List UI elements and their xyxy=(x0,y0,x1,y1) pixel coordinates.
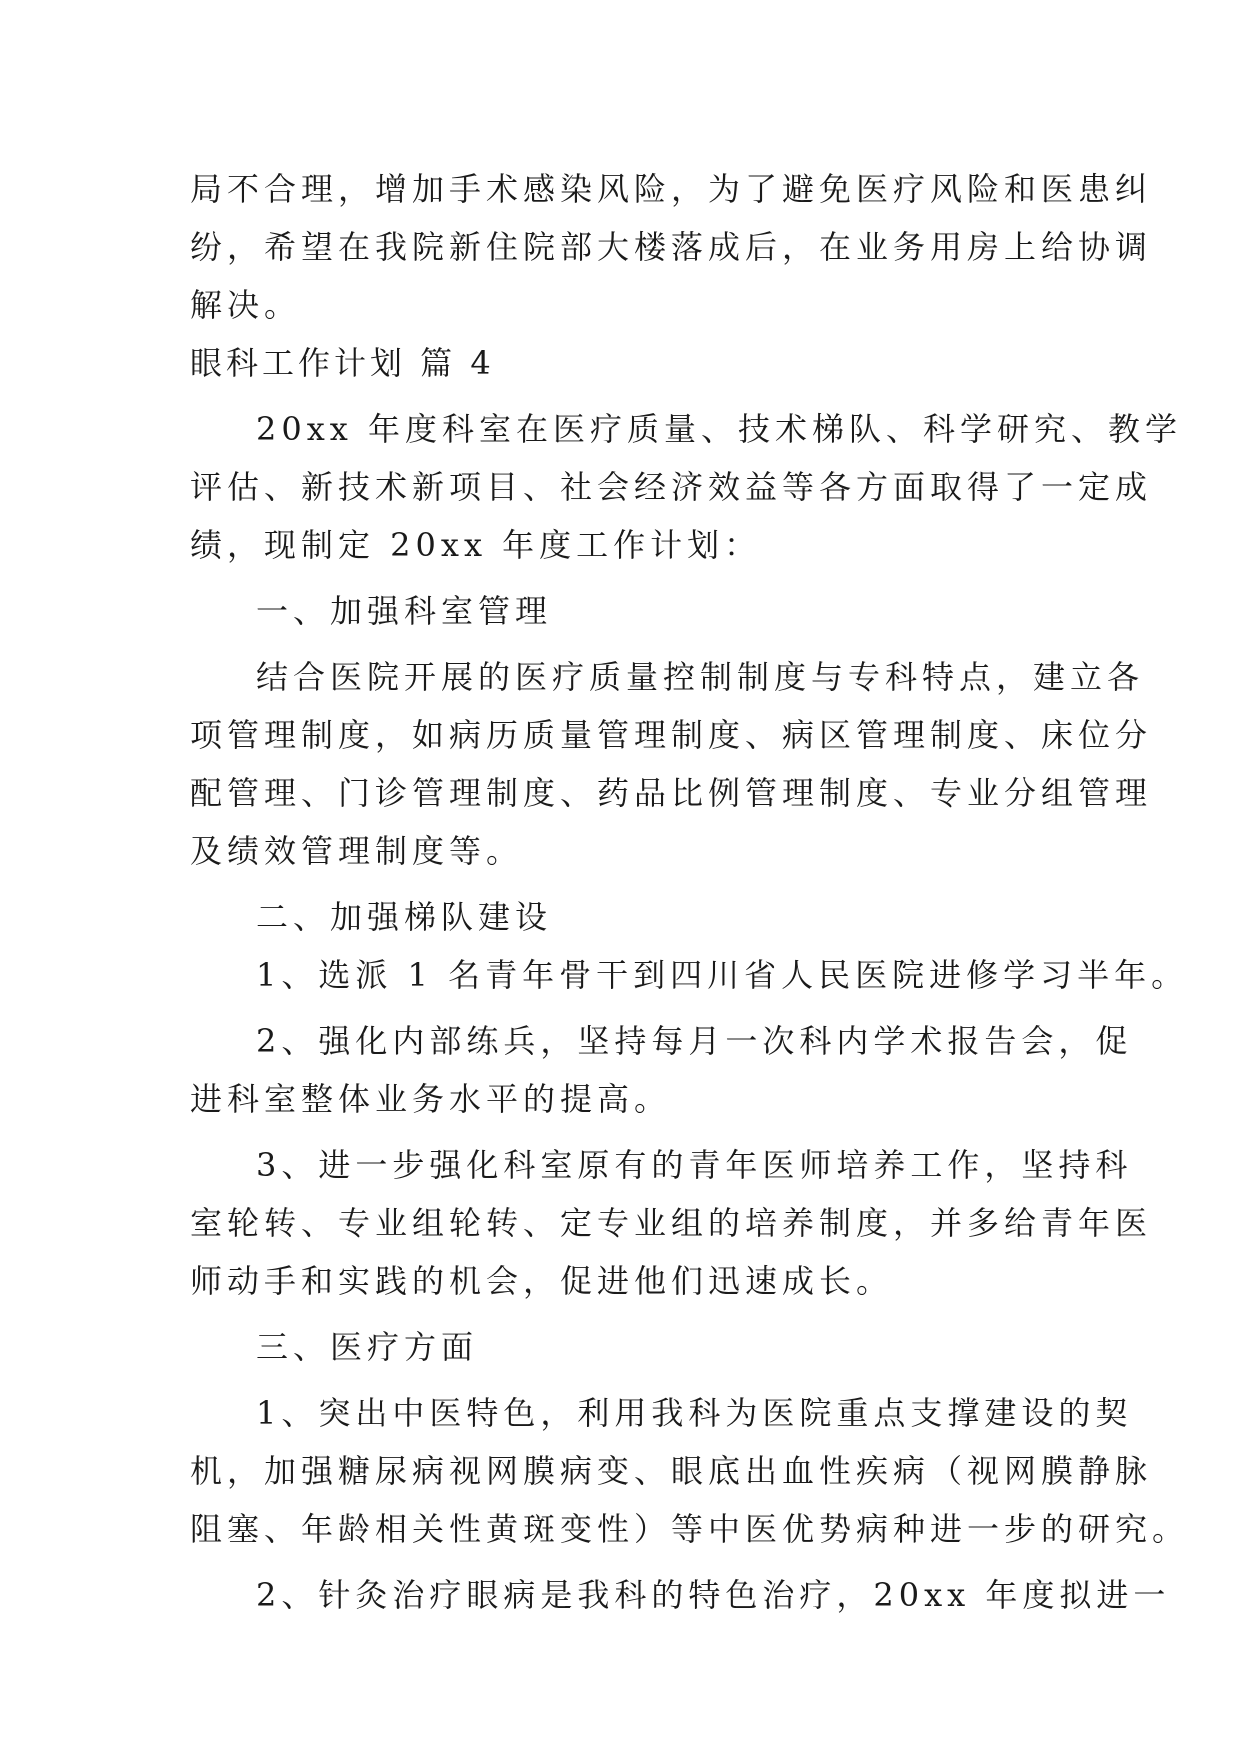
section-title: 眼科工作计划 篇 4 xyxy=(190,344,495,382)
body-line: 2、针灸治疗眼病是我科的特色治疗，20xx 年度拟进一 xyxy=(256,1576,1171,1614)
body-line: 配管理、门诊管理制度、药品比例管理制度、专业分组管理 xyxy=(190,774,1153,812)
subheading-1: 一、加强科室管理 xyxy=(256,592,553,630)
body-line: 师动手和实践的机会，促进他们迅速成长。 xyxy=(190,1262,894,1300)
body-line: 解决。 xyxy=(190,286,302,324)
body-line: 局不合理，增加手术感染风险，为了避免医疗风险和医患纠 xyxy=(190,170,1153,208)
body-line: 绩，现制定 20xx 年度工作计划： xyxy=(190,526,762,564)
body-line: 1、选派 1 名青年骨干到四川省人民医院进修学习半年。 xyxy=(256,956,1189,994)
body-line: 2、强化内部练兵，坚持每月一次科内学术报告会，促 xyxy=(256,1022,1133,1060)
body-line: 及绩效管理制度等。 xyxy=(190,832,524,870)
body-line: 机，加强糖尿病视网膜病变、眼底出血性疾病（视网膜静脉 xyxy=(190,1452,1153,1490)
body-line: 项管理制度，如病历质量管理制度、病区管理制度、床位分 xyxy=(190,716,1153,754)
body-line: 1、突出中医特色，利用我科为医院重点支撑建设的契 xyxy=(256,1394,1133,1432)
body-line: 室轮转、专业组轮转、定专业组的培养制度，并多给青年医 xyxy=(190,1204,1153,1242)
subheading-2: 二、加强梯队建设 xyxy=(256,898,553,936)
body-line: 3、进一步强化科室原有的青年医师培养工作，坚持科 xyxy=(256,1146,1133,1184)
body-line: 阻塞、年龄相关性黄斑变性）等中医优势病种进一步的研究。 xyxy=(190,1510,1190,1548)
body-line: 进科室整体业务水平的提高。 xyxy=(190,1080,672,1118)
body-line: 结合医院开展的医疗质量控制制度与专科特点，建立各 xyxy=(256,658,1145,696)
body-line: 评估、新技术新项目、社会经济效益等各方面取得了一定成 xyxy=(190,468,1153,506)
document-body xyxy=(190,160,1190,1624)
body-line: 20xx 年度科室在医疗质量、技术梯队、科学研究、教学 xyxy=(256,410,1182,448)
body-line: 纷，希望在我院新住院部大楼落成后，在业务用房上给协调 xyxy=(190,228,1153,266)
subheading-3: 三、医疗方面 xyxy=(256,1328,479,1366)
